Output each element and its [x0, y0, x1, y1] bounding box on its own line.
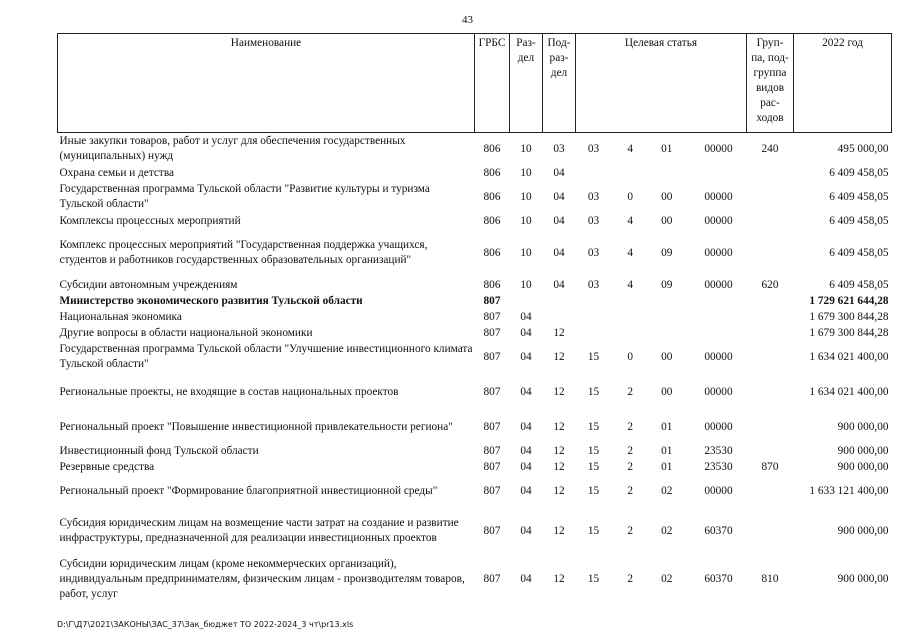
- target-article-part: 2: [627, 420, 633, 433]
- row-podrazdel: 12: [553, 524, 565, 537]
- target-article-part: 00000: [704, 484, 733, 497]
- row-amount: 1 679 300 844,28: [809, 310, 889, 323]
- row-target-article: [576, 213, 747, 229]
- row-expense-group: [747, 373, 794, 411]
- row-podrazdel: 12: [553, 326, 565, 339]
- row-expense-group: [747, 341, 794, 373]
- row-target-article: [576, 475, 747, 507]
- header-grbs: ГРБС: [475, 34, 510, 133]
- row-podrazdel: 12: [553, 350, 565, 363]
- target-article-part: 15: [587, 484, 600, 497]
- target-article-part: 00000: [704, 350, 733, 363]
- row-razdel: 04: [520, 572, 532, 585]
- row-razdel: 04: [520, 484, 532, 497]
- table-row: [58, 309, 892, 325]
- row-grbs: 807: [483, 572, 501, 585]
- header-podrazdel: Под- раз- дел: [543, 34, 576, 133]
- table-row: [58, 133, 892, 166]
- row-amount: 900 000,00: [837, 460, 889, 473]
- row-podrazdel: 12: [553, 420, 565, 433]
- row-grbs: 807: [483, 460, 501, 473]
- row-name: Государственная программа Тульской области "Улучшение инвестиционного климата Тульской области": [59, 343, 473, 370]
- target-article-part: 00000: [704, 420, 733, 433]
- row-amount: 1 633 121 400,00: [809, 484, 889, 497]
- row-amount: 900 000,00: [837, 572, 889, 585]
- target-article-part: 01: [661, 420, 673, 433]
- row-name: Иные закупки товаров, работ и услуг для обеспечения государственных (муниципальных) нужд: [59, 135, 406, 162]
- row-razdel: 04: [520, 444, 532, 457]
- target-article-part: 4: [627, 214, 633, 227]
- target-article-part: 00: [661, 190, 673, 203]
- row-name: Инвестиционный фонд Тульской области: [59, 444, 259, 457]
- table-header-row: [58, 34, 892, 133]
- row-target-article: [576, 341, 747, 373]
- row-grbs: 807: [483, 326, 501, 339]
- target-article-part: 4: [627, 278, 633, 291]
- row-amount: 6 409 458,05: [829, 166, 889, 179]
- row-razdel: [510, 293, 543, 309]
- table-row: [58, 325, 892, 341]
- target-article-part: 09: [661, 246, 673, 259]
- row-name: Региональные проекты, не входящие в состав национальных проектов: [59, 385, 399, 398]
- row-podrazdel: [543, 293, 576, 309]
- table-row: [58, 555, 892, 603]
- header-expense-group: Груп- па, под- группа видов рас- ходов: [747, 34, 794, 133]
- target-article-part: 03: [587, 278, 600, 291]
- row-grbs: 806: [483, 142, 501, 155]
- page-number: 43: [462, 14, 473, 26]
- row-name: Комплекс процессных мероприятий "Государственная поддержка учащихся, студентов и работников государственных образовательных организаций": [59, 239, 428, 266]
- row-target-article: [576, 459, 747, 475]
- table-row: [58, 443, 892, 459]
- target-article-part: 03: [587, 214, 600, 227]
- row-target-article: [576, 293, 747, 309]
- row-target-article: [576, 309, 747, 325]
- row-grbs: 806: [483, 246, 501, 259]
- row-target-article: [576, 229, 747, 277]
- row-amount: 6 409 458,05: [829, 278, 889, 291]
- row-target-article: [576, 277, 747, 293]
- target-article-part: 01: [661, 142, 673, 155]
- row-expense-group: 870: [761, 460, 779, 473]
- target-article-part: 00000: [704, 385, 733, 398]
- row-expense-group: [747, 181, 794, 213]
- row-expense-group: [747, 411, 794, 443]
- row-grbs: 807: [483, 444, 501, 457]
- row-podrazdel: 12: [553, 572, 565, 585]
- row-grbs: 807: [483, 420, 501, 433]
- row-grbs: 806: [483, 166, 501, 179]
- row-amount: 495 000,00: [837, 142, 889, 155]
- row-expense-group: [747, 293, 794, 309]
- row-podrazdel: 12: [553, 484, 565, 497]
- row-expense-group: [747, 475, 794, 507]
- row-grbs: 807: [483, 294, 501, 307]
- row-name: Субсидия юридическим лицам на возмещение части затрат на создание и развитие инфраструктуры, предназначенной для реализации инвестиционных проектов: [59, 517, 459, 544]
- row-expense-group: 810: [761, 572, 779, 585]
- row-grbs: 807: [483, 310, 501, 323]
- target-article-part: 60370: [704, 572, 733, 585]
- table-row: [58, 411, 892, 443]
- target-article-part: 4: [627, 246, 633, 259]
- row-target-article: [576, 411, 747, 443]
- row-name: Субсидии юридическим лицам (кроме некоммерческих организаций), индивидуальным предпринимателям, физическим лицам - производителям товаров, работ, услуг: [59, 557, 465, 600]
- table-row: [58, 181, 892, 213]
- row-amount: 1 634 021 400,00: [809, 350, 889, 363]
- row-podrazdel: 03: [553, 142, 565, 155]
- table-row: [58, 165, 892, 181]
- row-razdel: 04: [520, 310, 532, 323]
- target-article-part: 2: [627, 484, 633, 497]
- row-podrazdel: 04: [553, 278, 565, 291]
- target-article-part: 03: [587, 142, 600, 155]
- header-name: Наименование: [58, 34, 475, 133]
- row-razdel: 04: [520, 460, 532, 473]
- row-razdel: 04: [520, 326, 532, 339]
- row-razdel: 10: [520, 246, 532, 259]
- row-razdel: 10: [520, 214, 532, 227]
- table-row: [58, 507, 892, 555]
- row-expense-group: [747, 309, 794, 325]
- row-amount: 1 634 021 400,00: [809, 385, 889, 398]
- header-razdel: Раз- дел: [510, 34, 543, 133]
- row-name: Государственная программа Тульской области "Развитие культуры и туризма Тульской области": [59, 183, 430, 210]
- row-name: Региональный проект "Повышение инвестиционной привлекательности региона": [59, 420, 453, 433]
- target-article-part: 02: [661, 484, 673, 497]
- row-grbs: 807: [483, 350, 501, 363]
- row-name: Другие вопросы в области национальной экономики: [59, 326, 313, 339]
- row-amount: 1 679 300 844,28: [809, 326, 889, 339]
- target-article-part: 02: [661, 572, 673, 585]
- row-name: Комплексы процессных мероприятий: [59, 214, 241, 227]
- target-article-part: 03: [587, 246, 600, 259]
- row-grbs: 806: [483, 214, 501, 227]
- row-podrazdel: 04: [553, 246, 565, 259]
- target-article-part: 00000: [704, 190, 733, 203]
- row-razdel: 04: [520, 524, 532, 537]
- table-row: [58, 277, 892, 293]
- table-row: [58, 293, 892, 309]
- row-podrazdel: 04: [553, 214, 565, 227]
- row-target-article: [576, 181, 747, 213]
- row-razdel: 04: [520, 350, 532, 363]
- target-article-part: 15: [587, 350, 600, 363]
- row-expense-group: 620: [761, 278, 779, 291]
- row-grbs: 807: [483, 484, 501, 497]
- target-article-part: 2: [627, 572, 633, 585]
- row-name: Региональный проект "Формирование благоприятной инвестиционной среды": [59, 484, 438, 497]
- target-article-part: 0: [627, 350, 633, 363]
- row-name: Субсидии автономным учреждениям: [59, 278, 238, 291]
- row-podrazdel: [543, 309, 576, 325]
- row-expense-group: [747, 165, 794, 181]
- target-article-part: 00000: [704, 142, 733, 155]
- target-article-part: 15: [587, 420, 600, 433]
- row-expense-group: [747, 325, 794, 341]
- row-podrazdel: 04: [553, 190, 565, 203]
- target-article-part: 23530: [704, 444, 733, 457]
- target-article-part: 2: [627, 460, 633, 473]
- target-article-part: 00: [661, 214, 673, 227]
- row-name: Охрана семьи и детства: [59, 166, 175, 179]
- table-row: [58, 213, 892, 229]
- row-amount: 6 409 458,05: [829, 246, 889, 259]
- table-row: [58, 373, 892, 411]
- row-amount: 1 729 621 644,28: [809, 294, 889, 307]
- row-razdel: 10: [520, 190, 532, 203]
- target-article-part: 15: [587, 460, 600, 473]
- row-target-article: [576, 507, 747, 555]
- row-podrazdel: 12: [553, 385, 565, 398]
- row-amount: 900 000,00: [837, 420, 889, 433]
- target-article-part: 00000: [704, 214, 733, 227]
- table-row: [58, 475, 892, 507]
- row-target-article: [576, 555, 747, 603]
- row-razdel: 10: [520, 142, 532, 155]
- row-target-article: [576, 443, 747, 459]
- target-article-part: 2: [627, 444, 633, 457]
- target-article-part: 00: [661, 350, 673, 363]
- target-article-part: 15: [587, 572, 600, 585]
- target-article-part: 02: [661, 524, 673, 537]
- header-year-2022: 2022 год: [794, 34, 892, 133]
- target-article-part: 4: [627, 142, 633, 155]
- row-name: Национальная экономика: [59, 310, 182, 323]
- row-razdel: 04: [520, 420, 532, 433]
- target-article-part: 0: [627, 190, 633, 203]
- row-expense-group: [747, 443, 794, 459]
- table-row: [58, 341, 892, 373]
- table-body: [58, 133, 892, 604]
- header-target-article: Целевая статья: [576, 34, 747, 133]
- row-amount: 6 409 458,05: [829, 214, 889, 227]
- budget-table: [57, 33, 892, 603]
- row-expense-group: [747, 229, 794, 277]
- row-grbs: 806: [483, 278, 501, 291]
- row-target-article: [576, 325, 747, 341]
- target-article-part: 60370: [704, 524, 733, 537]
- target-article-part: 23530: [704, 460, 733, 473]
- target-article-part: 00000: [704, 246, 733, 259]
- row-razdel: 10: [520, 278, 532, 291]
- row-amount: 900 000,00: [837, 524, 889, 537]
- row-amount: 6 409 458,05: [829, 190, 889, 203]
- target-article-part: 15: [587, 385, 600, 398]
- row-razdel: 04: [520, 385, 532, 398]
- target-article-part: 15: [587, 444, 600, 457]
- row-expense-group: [747, 507, 794, 555]
- row-razdel: 10: [520, 166, 532, 179]
- table-row: [58, 229, 892, 277]
- row-target-article: [576, 133, 747, 166]
- row-expense-group: [747, 213, 794, 229]
- row-target-article: [576, 165, 747, 181]
- row-grbs: 807: [483, 385, 501, 398]
- file-path-footer: D:\Г\Д7\2021\ЗАКОНЫ\ЗАС_37\Зак_бюджет ТО 2022-2024_3 чт\pr13.xls: [57, 620, 354, 629]
- row-grbs: 806: [483, 190, 501, 203]
- target-article-part: 09: [661, 278, 673, 291]
- row-name: Резервные средства: [59, 460, 155, 473]
- row-grbs: 807: [483, 524, 501, 537]
- target-article-part: 00: [661, 385, 673, 398]
- row-expense-group: 240: [761, 142, 779, 155]
- row-amount: 900 000,00: [837, 444, 889, 457]
- target-article-part: 2: [627, 524, 633, 537]
- row-podrazdel: 04: [553, 166, 565, 179]
- target-article-part: 15: [587, 524, 600, 537]
- target-article-part: 01: [661, 460, 673, 473]
- target-article-part: 03: [587, 190, 600, 203]
- target-article-part: 01: [661, 444, 673, 457]
- row-name: Министерство экономического развития Тульской области: [59, 294, 363, 307]
- target-article-part: 00000: [704, 278, 733, 291]
- row-podrazdel: 12: [553, 444, 565, 457]
- row-podrazdel: 12: [553, 460, 565, 473]
- target-article-part: 2: [627, 385, 633, 398]
- row-target-article: [576, 373, 747, 411]
- table-row: [58, 459, 892, 475]
